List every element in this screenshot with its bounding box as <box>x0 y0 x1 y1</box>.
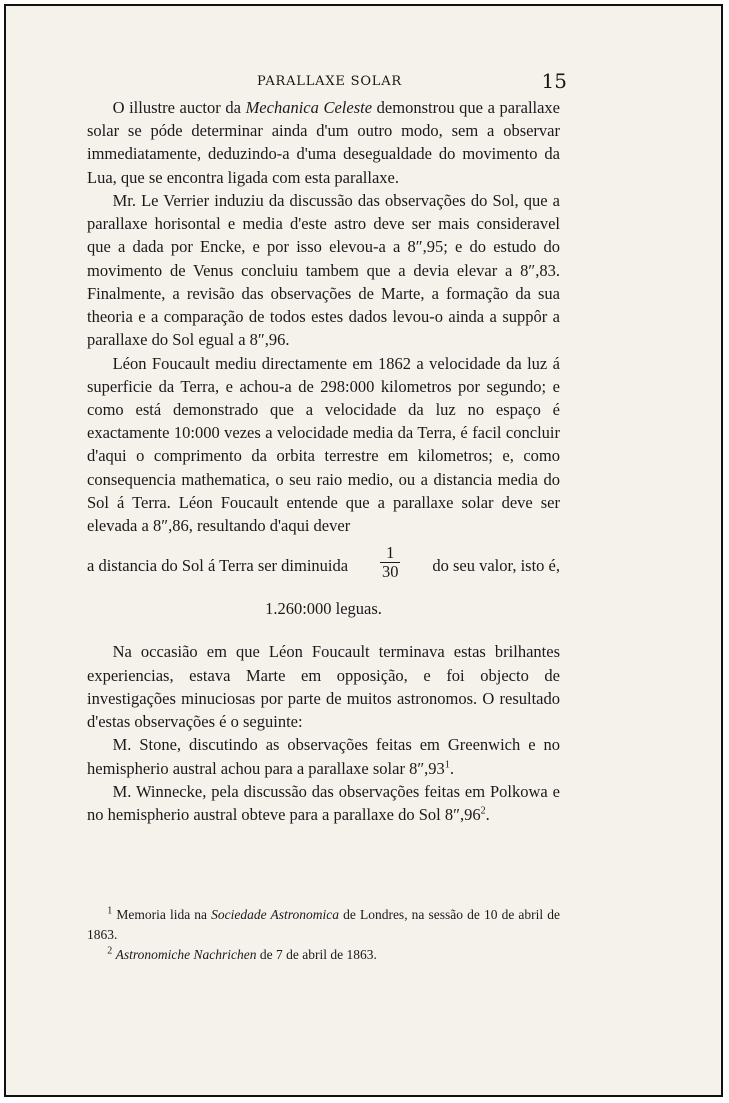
footnote-2 <box>87 945 560 965</box>
paragraph-5-text: M. Stone, discutindo as observações feitas em Greenwich e no hemispherio austral achou para a parallaxe solar 8″,93 <box>87 735 560 778</box>
fraction-tail-text: do seu valor, isto é, <box>432 556 560 576</box>
footnote-2-mark: 2 <box>107 945 113 957</box>
footnote-1 <box>87 905 560 945</box>
distance-value: 1.260:000 leguas. <box>265 599 382 619</box>
paragraph-6: M. Winnecke, pela discussão das observações feitas em Polkowa e no hemispherio austral obteve para a parallaxe do Sol $8'',96^2$. <box>87 782 560 825</box>
footnote-1-text-c: de Londres, na sessão de 10 de abril de 1863. <box>87 907 561 942</box>
footnote-ref-1: 1 <box>444 759 450 771</box>
fraction-denominator: 30 <box>381 562 399 582</box>
fraction-lead-text: a distancia do Sol á Terra ser diminuida <box>87 556 349 576</box>
running-head: PARALLAXE SOLAR <box>256 74 403 89</box>
fraction-line <box>87 537 560 582</box>
footnote-2-text: de 7 de abril de 1863. <box>256 947 377 962</box>
paragraph-4: Na occasião em que Léon Foucault terminava estas brilhantes experiencias, estava Marte em opposição, e foi objecto de investigações minuciosas por parte de muitos astronomos. O resultado d'estas observações é o seguinte: <box>87 642 560 732</box>
paragraph-1-text-a: O illustre auctor da <box>112 98 246 117</box>
page-number: 15 <box>541 69 567 93</box>
footnote-1-mark: 1 <box>107 905 113 917</box>
paragraph-5: M. Stone, discutindo as observações feitas em Greenwich e no hemispherio austral achou para a parallaxe solar $8'',93^1$. <box>87 735 560 778</box>
fraction-numerator: 1 <box>386 543 395 563</box>
paragraph-1 <box>87 96 560 189</box>
fraction <box>380 544 401 581</box>
footnote-1-society: Sociedade Astronomica <box>211 907 339 922</box>
book-title-mechanica-celeste: Mechanica Celeste <box>245 98 373 117</box>
footnote-ref-2: 2 <box>480 805 486 817</box>
footnote-1-text-a: Memoria lida na <box>116 907 212 922</box>
page-header <box>92 69 567 93</box>
paragraph-6-text: M. Winnecke, pela discussão das observações feitas em Polkowa e no hemispherio austral obteve para a parallaxe do Sol 8″,96 <box>87 782 560 825</box>
paragraph-3: Léon Foucault mediu directamente em 1862 a velocidade da luz á superficie da Terra, e achou-a de 298:000 kilometros por segundo; e como está demonstrado que a velocidade da luz no espaço é exactamente 10:000 vezes a velocidade media da Terra, é facil concluir d'aqui o comprimento da orbita terrestre em kilometros; e, como consequencia mathematica, o seu raio medio, ou a distancia media do Sol á Terra. Léon Foucault entende que a parallaxe solar deve ser elevada a 8″,86, resultando d'aqui dever <box>87 353 560 536</box>
body-text <box>87 96 560 826</box>
paragraph-2: Mr. Le Verrier induziu da discussão das observações do Sol, que a parallaxe horisontal e media d'este astro deve ser mais consideravel que a dada por Encke, e por isso elevou-a a 8″,95; e do estudo do movimento de Venus concluiu tambem que a devia elevar a 8″,83. Finalmente, a revisão das observações de Marte, a formação da sua theoria e a comparação de todos estes dados levou-o ainda a suppôr a parallaxe do Sol egual a 8″,96. <box>87 191 560 350</box>
paragraph-1-text-c: demonstrou que a parallaxe solar se póde determinar ainda d'um outro modo, sem a observar immediatamente, deduzindo-a d'uma desegualdade do movimento da Lua, que se encontra ligada com esta parallaxe. <box>87 98 561 187</box>
footnote-2-journal: Astronomiche Nachrichen <box>115 947 257 962</box>
footnotes <box>87 905 560 965</box>
